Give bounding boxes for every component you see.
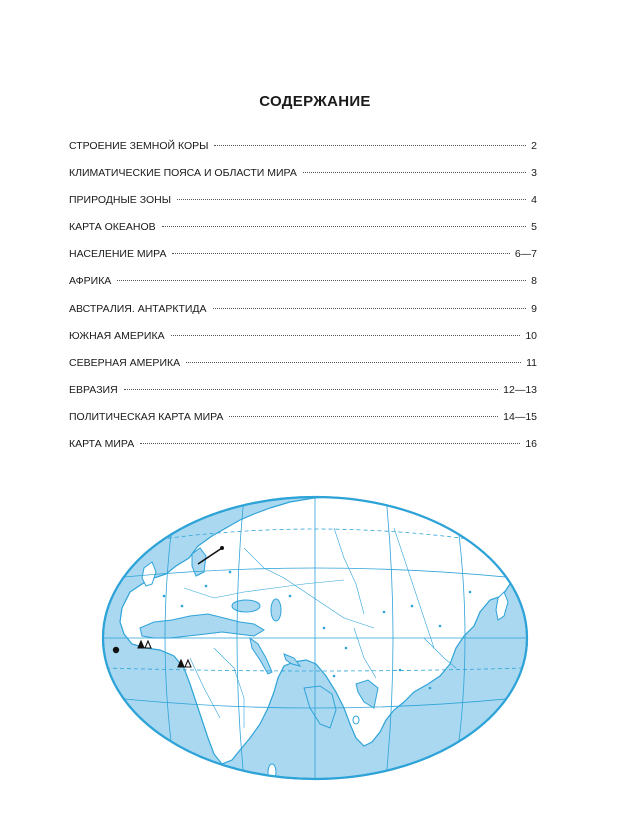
toc-entry-page: 10 xyxy=(525,329,537,342)
toc-entry-label: АВСТРАЛИЯ. АНТАРКТИДА xyxy=(69,302,207,315)
toc-entry[interactable] xyxy=(69,435,537,462)
toc-entry[interactable] xyxy=(69,164,537,191)
toc-entry-label: КАРТА МИРА xyxy=(69,438,135,451)
dot-leader xyxy=(124,389,498,390)
toc-entry[interactable] xyxy=(69,354,537,381)
toc-entry-page: 16 xyxy=(525,438,537,451)
black-dot-symbol xyxy=(113,647,119,653)
toc-entry-label: ЮЖНАЯ АМЕРИКА xyxy=(69,329,165,342)
page-title: СОДЕРЖАНИЕ xyxy=(259,93,371,110)
toc-entry[interactable] xyxy=(69,191,537,218)
toc-entry-page: 3 xyxy=(531,167,537,180)
toc-entry-page: 14—15 xyxy=(503,410,537,423)
world-map-illustration xyxy=(94,488,536,788)
toc-entry-label: ПРИРОДНЫЕ ЗОНЫ xyxy=(69,194,171,207)
dot-leader xyxy=(177,199,526,200)
dot-leader xyxy=(303,172,526,173)
toc-entry-page: 8 xyxy=(531,275,537,288)
dot-leader xyxy=(229,416,498,417)
madagascar xyxy=(268,764,276,780)
caspian-sea xyxy=(271,599,281,621)
toc-entry-label: КЛИМАТИЧЕСКИЕ ПОЯСА И ОБЛАСТИ МИРА xyxy=(69,167,297,180)
toc-entry[interactable] xyxy=(69,137,537,164)
sri-lanka xyxy=(353,716,359,724)
toc-entry-label: НАСЕЛЕНИЕ МИРА xyxy=(69,248,167,261)
toc-entry-page: 6—7 xyxy=(514,248,537,261)
dot-leader xyxy=(117,280,526,281)
toc-entry-page: 5 xyxy=(531,221,537,234)
toc-entry-page: 9 xyxy=(531,302,537,315)
toc-entry-label: АФРИКА xyxy=(69,275,112,288)
toc-entry-label: КАРТА ОКЕАНОВ xyxy=(69,221,156,234)
toc-entry-page: 2 xyxy=(531,140,537,152)
dot-leader xyxy=(213,308,527,309)
table-of-contents xyxy=(69,137,537,462)
black-sea xyxy=(232,600,260,612)
toc-entry[interactable] xyxy=(69,272,537,299)
toc-entry-label: СЕВЕРНАЯ АМЕРИКА xyxy=(69,356,181,369)
world-map-svg xyxy=(94,488,536,788)
toc-entry-label: СТРОЕНИЕ ЗЕМНОЙ КОРЫ xyxy=(69,140,209,152)
toc-entry[interactable] xyxy=(69,408,537,435)
toc-entry[interactable] xyxy=(69,300,537,327)
dot-leader xyxy=(162,226,526,227)
toc-entry-label: ЕВРАЗИЯ xyxy=(69,383,118,396)
toc-entry[interactable] xyxy=(69,218,537,245)
dot-leader xyxy=(172,253,509,254)
toc-entry-page: 11 xyxy=(526,356,537,369)
dot-leader xyxy=(171,335,521,336)
toc-entry-page: 4 xyxy=(531,194,537,207)
dot-leader xyxy=(214,145,526,146)
toc-entry[interactable] xyxy=(69,327,537,354)
dot-leader xyxy=(186,362,521,363)
toc-entry[interactable] xyxy=(69,245,537,272)
toc-entry[interactable] xyxy=(69,381,537,408)
toc-entry-label: ПОЛИТИЧЕСКАЯ КАРТА МИРА xyxy=(69,410,224,423)
arrow-mark-head xyxy=(220,546,224,550)
dot-leader xyxy=(140,443,520,444)
toc-entry-page: 12—13 xyxy=(503,383,537,396)
